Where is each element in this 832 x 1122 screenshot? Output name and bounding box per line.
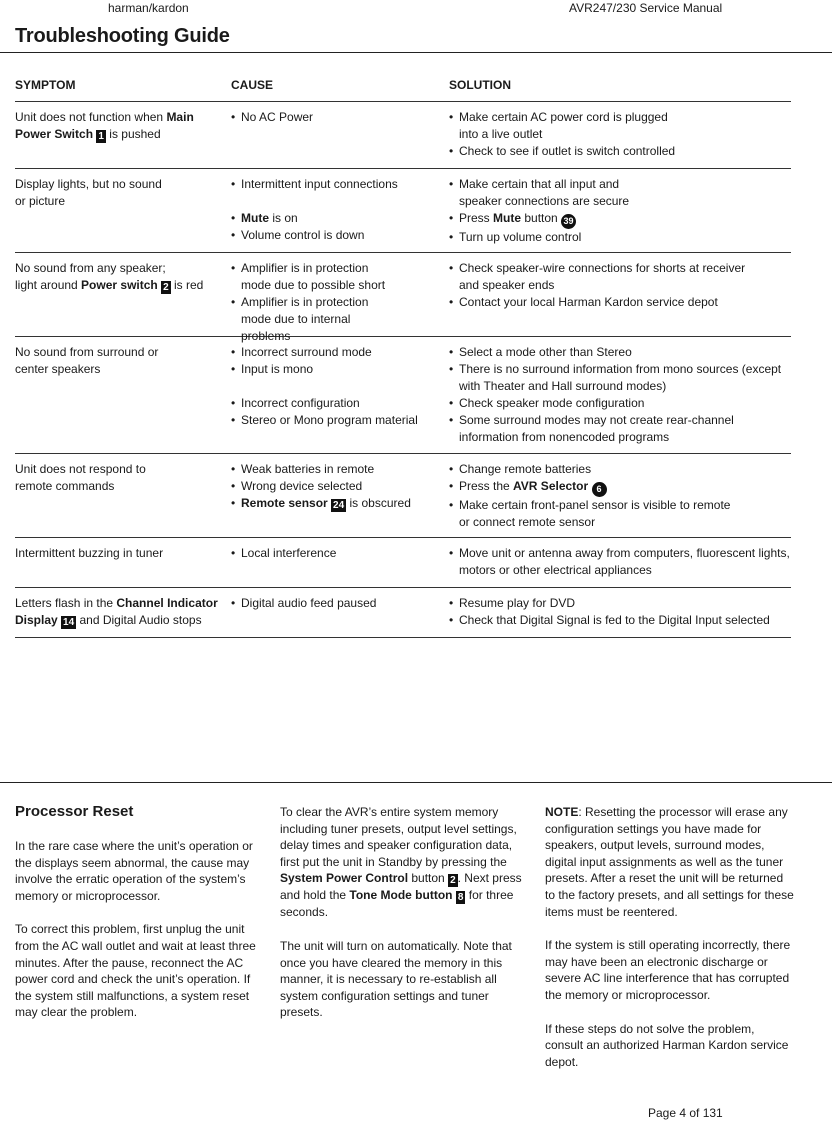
- symptom-cell: Letters flash in the Channel Indicator Display 14 and Digital Audio stops: [15, 596, 218, 628]
- key-badge: 39: [561, 214, 576, 229]
- reset-column-3: [545, 804, 795, 1087]
- cause-cell: • Weak batteries in remote • Wrong device selected • Remote sensor 24 is obscured: [231, 461, 449, 537]
- brand-header: harman/kardon: [108, 1, 189, 15]
- paragraph: NOTE: Resetting the processor will erase any configuration settings you have made for speakers, output levels, surround modes, digital input assignments as well as the tuner presets. After a reset the unit will be returned to the factory presets, and all settings for these items must be reentered.: [545, 805, 794, 919]
- table-row: [15, 454, 791, 538]
- cause-cell: • Incorrect surround mode • Input is mono • Incorrect configuration • Stereo or Mono program material: [231, 344, 449, 453]
- title-divider: [0, 52, 832, 53]
- solution-header: SOLUTION: [449, 78, 511, 92]
- key-badge: 2: [163, 282, 169, 293]
- cause-cell: • No AC Power: [231, 109, 449, 168]
- processor-reset-heading: Processor Reset: [15, 803, 134, 820]
- solution-cell: • Make certain that all input and speaker connections are secure • Press Mute button 39 • Turn up volume control: [449, 176, 664, 252]
- solution-cell: • Select a mode other than Stereo • There is no surround information from mono sources (except with Theater and Hall surround modes) • Check speaker mode configuration • Some surround modes may not create rear-channel information from nonencoded programs: [449, 344, 791, 453]
- symptom-cell: No sound from any speaker; light around Power switch 2 is red: [15, 261, 204, 293]
- cause-cell: • Amplifier is in protection mode due to possible short • Amplifier is in protection mode due to internal problems: [231, 260, 401, 336]
- reset-column-2: [280, 804, 530, 1038]
- table-row: [15, 253, 791, 343]
- symptom-cell: No sound from surround or center speakers: [15, 345, 159, 376]
- section-divider: [0, 782, 832, 783]
- cause-cell: • Local interference: [231, 545, 449, 587]
- key-badge: 24: [333, 500, 345, 511]
- solution-cell: • Check speaker-wire connections for shorts at receiver and speaker ends • Contact your local Harman Kardon service depot: [449, 260, 749, 336]
- symptom-cell: Intermittent buzzing in tuner: [15, 546, 164, 560]
- paragraph: In the rare case where the unit’s operation or the displays seem abnormal, the cause may involve the erratic operation of the system’s memory or microprocessor.: [15, 839, 253, 903]
- key-badge: 8: [457, 892, 464, 904]
- key-badge: 1: [98, 131, 104, 142]
- cause-cell: • Digital audio feed paused: [231, 595, 449, 637]
- solution-cell: • Resume play for DVD • Check that Digital Signal is fed to the Digital Input selected: [449, 595, 791, 637]
- cause-header: CAUSE: [231, 78, 274, 92]
- reset-column-1: [15, 838, 265, 1038]
- solution-cell: • Change remote batteries • Press the AVR Selector 6 • Make certain front-panel sensor is visible to remote or connect remote sensor: [449, 461, 739, 537]
- symptom-cell: Unit does not function when Main Power Switch 1 is pushed: [15, 110, 194, 142]
- key-badge: 14: [63, 617, 75, 628]
- key-badge: 2: [450, 875, 456, 887]
- paragraph: The unit will turn on automatically. Note that once you have cleared the memory in this manner, it is necessary to re-establish all system configuration settings and tuner presets.: [280, 938, 512, 1020]
- table-header-row: [15, 76, 791, 102]
- key-badge: 6: [592, 482, 607, 497]
- table-row: [15, 588, 791, 638]
- cause-cell: • Intermittent input connections • Mute is on • Volume control is down: [231, 176, 449, 252]
- page-title: Troubleshooting Guide: [15, 25, 230, 47]
- troubleshooting-table: [15, 76, 791, 638]
- symptom-header: SYMPTOM: [15, 78, 76, 92]
- table-row: [15, 538, 791, 588]
- paragraph: To correct this problem, first unplug the unit from the AC wall outlet and wait at least three minutes. After the pause, reconnect the AC power cord and check the unit’s operation. If the system still malfunctions, a system reset may clear the problem.: [15, 922, 256, 1020]
- manual-header: AVR247/230 Service Manual: [569, 1, 723, 15]
- symptom-cell: Display lights, but no sound or picture: [15, 177, 162, 208]
- solution-cell: • Make certain AC power cord is plugged into a live outlet • Check to see if outlet is switch controlled: [449, 109, 734, 168]
- paragraph: If these steps do not solve the problem, consult an authorized Harman Kardon service depot.: [545, 1021, 789, 1069]
- solution-cell: • Move unit or antenna away from computers, fluorescent lights, motors or other electrical appliances: [449, 545, 791, 587]
- table-row: [15, 169, 791, 253]
- paragraph: To clear the AVR’s entire system memory including tuner presets, output level settings, delay times and speaker configuration data, first put the unit in Standby by pressing the System Power Control button 2 . Next press and hold the Tone Mode button 8 for three seconds.: [280, 805, 522, 920]
- paragraph: If the system is still operating incorrectly, there may have been an electronic discharge or severe AC line interference that has corrupted the memory or microprocessor.: [545, 938, 791, 1002]
- page-number: Page 4 of 131: [648, 1106, 723, 1120]
- symptom-cell: Unit does not respond to remote commands: [15, 462, 146, 493]
- table-row: [15, 102, 791, 169]
- table-row: [15, 337, 791, 454]
